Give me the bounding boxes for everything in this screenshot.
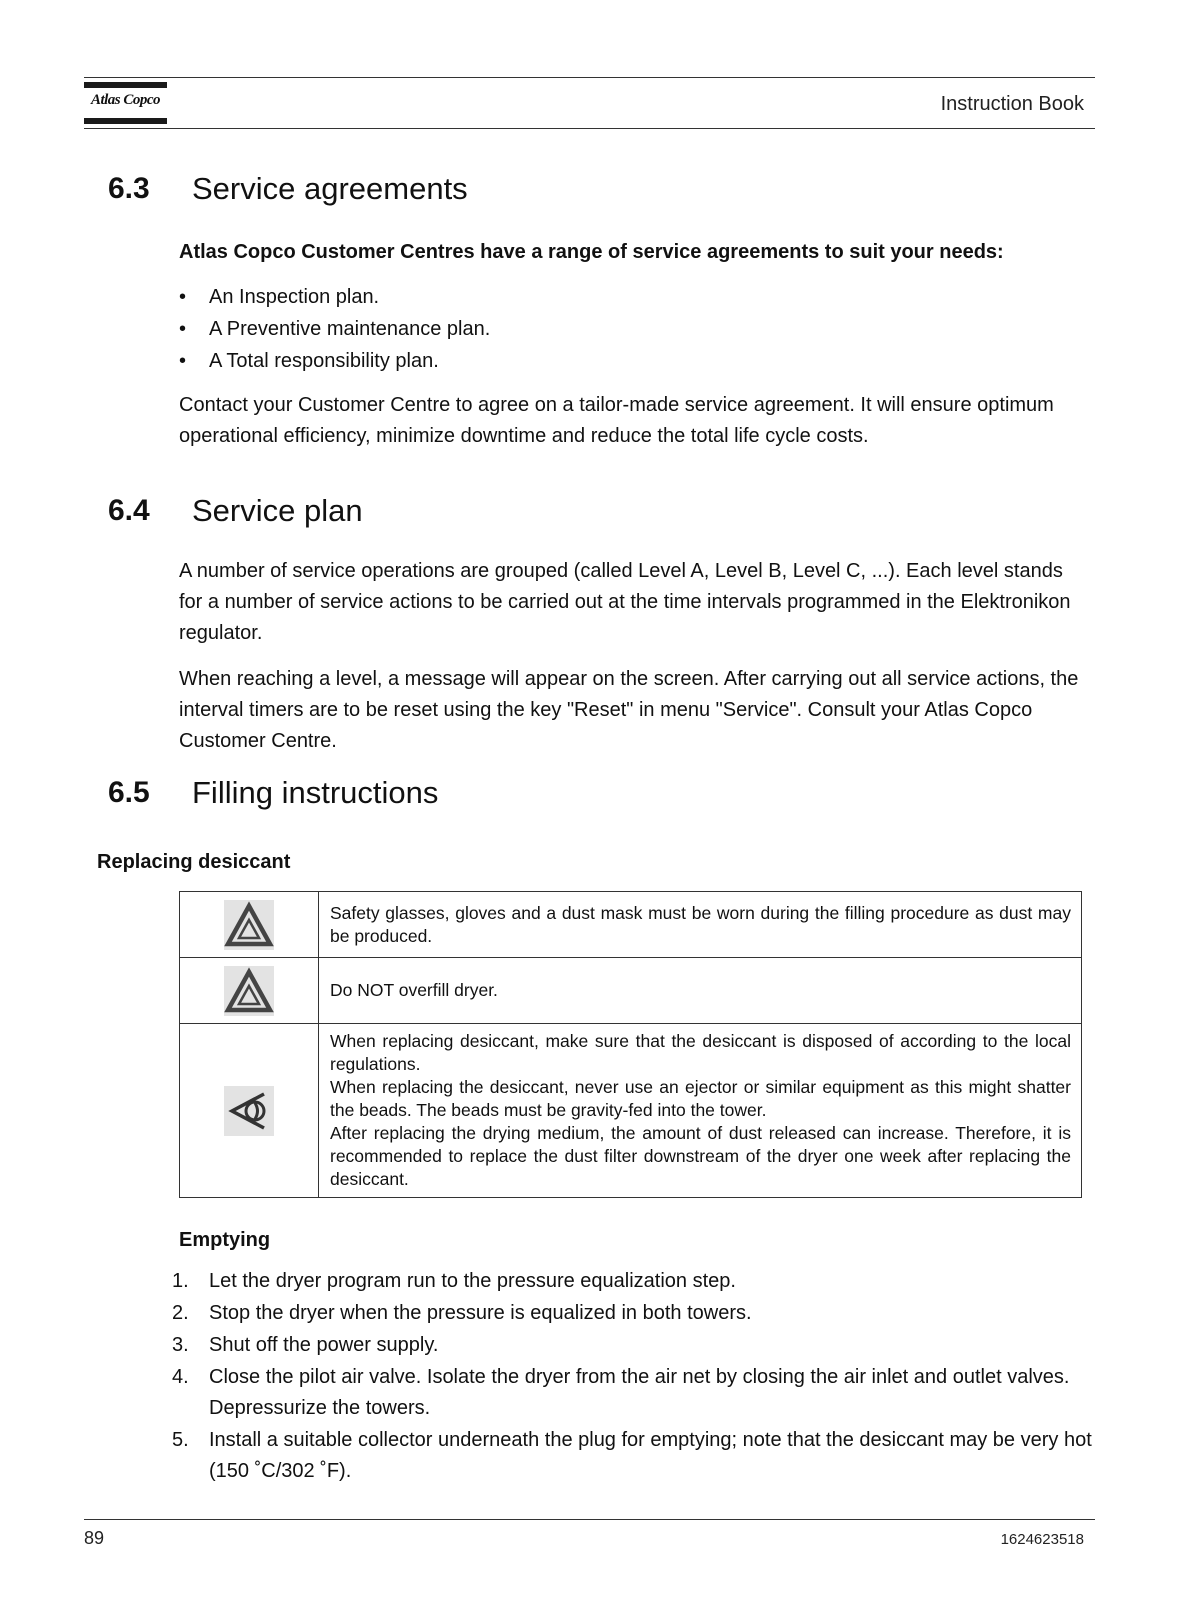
section-6-3-title: Service agreements	[192, 171, 468, 206]
page-number: 89	[84, 1528, 105, 1548]
logo-bar-bottom	[84, 118, 167, 124]
list-item	[179, 345, 490, 377]
emptying-heading: Emptying	[179, 1229, 271, 1251]
table-line: After replacing the drying medium, the amount of dust released can increase. Therefore, it is recommended to replace the dust filter downstream of the dryer one week after replacing the desiccant.	[330, 1123, 1071, 1189]
section-6-4-title: Service plan	[192, 493, 363, 528]
step-text: Stop the dryer when the pressure is equalized in both towers.	[209, 1302, 752, 1324]
table-text-cell: Safety glasses, gloves and a dust mask must be worn during the filling procedure as dust may be produced.	[319, 892, 1082, 958]
step-number: 2.	[172, 1302, 189, 1324]
list-item	[172, 1330, 1092, 1361]
step-number: 5.	[172, 1429, 189, 1451]
header-title: Instruction Book	[940, 93, 1084, 115]
table-icon-cell	[180, 958, 319, 1024]
document-number: 1624623518	[1000, 1531, 1084, 1548]
section-6-5-number: 6.5	[108, 776, 150, 809]
section-6-3-number: 6.3	[108, 172, 150, 205]
service-plan-paragraph-2: When reaching a level, a message will appear on the screen. After carrying out all service actions, the interval timers are to be reset using the key "Reset" in menu "Service". Consult your Atlas Copco Customer Centre.	[179, 668, 1079, 752]
table-row	[180, 958, 1082, 1024]
step-text: Install a suitable collector underneath the plug for emptying; note that the desiccant may be very hot (150 ˚C/302 ˚F).	[209, 1429, 1092, 1482]
eye-attention-icon	[224, 1086, 274, 1136]
table-row	[180, 892, 1082, 958]
warning-triangle-icon	[224, 900, 274, 950]
table-text-cell	[319, 1024, 1082, 1198]
warning-triangle-icon	[224, 966, 274, 1016]
list-item	[172, 1425, 1092, 1487]
header-bottom-rule	[84, 128, 1095, 129]
bullet-icon: •	[179, 318, 187, 340]
table-text-cell: Do NOT overfill dryer.	[319, 958, 1082, 1024]
emptying-steps-list	[172, 1266, 1092, 1488]
service-agreements-list	[179, 281, 490, 377]
table-icon-cell	[180, 1024, 319, 1198]
list-item	[172, 1266, 1092, 1297]
replacing-desiccant-heading: Replacing desiccant	[97, 851, 291, 873]
list-item-text: A Preventive maintenance plan.	[209, 318, 491, 340]
list-item	[172, 1298, 1092, 1329]
section-6-5-title: Filling instructions	[192, 775, 439, 810]
list-item-text: A Total responsibility plan.	[209, 350, 439, 372]
table-line: When replacing desiccant, make sure that the desiccant is disposed of according to the local regulations.	[330, 1031, 1071, 1074]
atlas-copco-logo	[84, 82, 167, 124]
step-number: 4.	[172, 1366, 189, 1388]
list-item	[179, 313, 490, 345]
bullet-icon: •	[179, 350, 187, 372]
service-agreements-lead: Atlas Copco Customer Centres have a range of service agreements to suit your needs:	[179, 241, 1004, 263]
step-text: Close the pilot air valve. Isolate the dryer from the air net by closing the air inlet and outlet valves. Depressurize the towers.	[209, 1366, 1070, 1419]
footer-rule	[84, 1519, 1095, 1520]
table-row	[180, 1024, 1082, 1198]
list-item	[172, 1362, 1092, 1424]
logo-wordmark: Atlas Copco	[90, 92, 161, 108]
bullet-icon: •	[179, 286, 187, 308]
service-plan-paragraph-1: A number of service operations are grouped (called Level A, Level B, Level C, ...). Each level stands for a number of service actions to be carried out at the time intervals programmed in the Elektronikon regulator.	[179, 560, 1071, 644]
step-number: 3.	[172, 1334, 189, 1356]
logo-bar-top	[84, 82, 167, 88]
section-6-4-number: 6.4	[108, 494, 150, 527]
step-text: Shut off the power supply.	[209, 1334, 439, 1356]
service-agreements-paragraph: Contact your Customer Centre to agree on a tailor-made service agreement. It will ensure optimum operational efficiency, minimize downtime and reduce the total life cycle costs.	[179, 394, 1054, 447]
header-top-rule	[84, 77, 1095, 78]
table-icon-cell	[180, 892, 319, 958]
list-item-text: An Inspection plan.	[209, 286, 380, 308]
table-line: When replacing the desiccant, never use an ejector or similar equipment as this might shatter the beads. The beads must be gravity-fed into the tower.	[330, 1077, 1071, 1120]
step-number: 1.	[172, 1270, 189, 1292]
step-text: Let the dryer program run to the pressure equalization step.	[209, 1270, 736, 1292]
list-item	[179, 281, 490, 313]
safety-table	[179, 891, 1082, 1198]
